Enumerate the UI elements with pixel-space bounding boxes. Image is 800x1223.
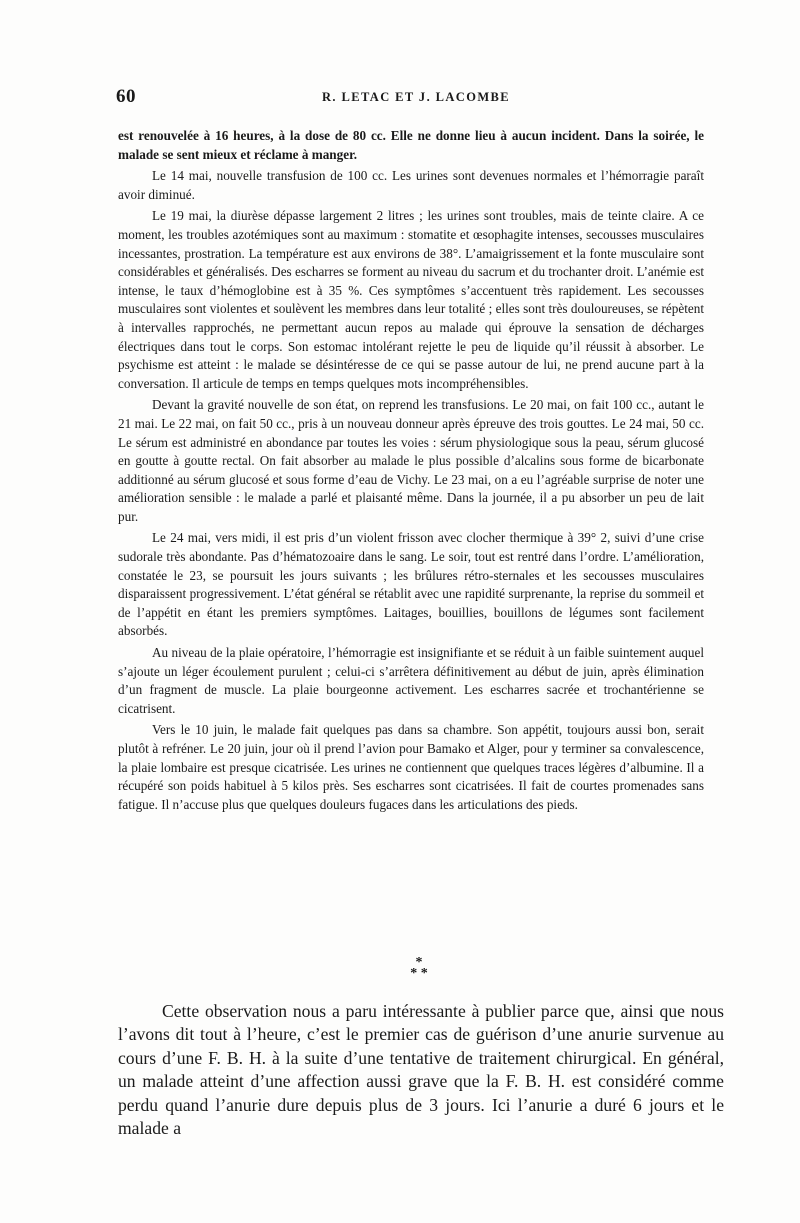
section-separator-asterism (404, 957, 434, 979)
running-head: R. LETAC ET J. LACOMBE (322, 90, 511, 104)
conclusion-section (118, 1000, 724, 1140)
page-header (116, 86, 716, 108)
body-text (118, 127, 704, 817)
paragraph: Au niveau de la plaie opératoire, l’hémorragie est insignifiante et se réduit à un faible suintement auquel s’ajoute un léger écoulement purulent ; celui-ci s’arrêtera définitivement au début de juin, après élimination d’un fragment de muscle. La plaie bourgeonne activement. Les escharres sacrée et trochantérienne se cicatrisent. (118, 645, 704, 716)
paragraph: Devant la gravité nouvelle de son état, on reprend les transfusions. Le 20 mai, on fait 100 cc., autant le 21 mai. Le 22 mai, on fait 50 cc., pris à un nouveau donneur après épreuve des trois gouttes. Le 24 mai, 50 cc. Le sérum est administré en abondance par toutes les voies : sérum physiologique sous la peau, sérum glucosé en goutte à goutte rectal. On fait absorber au malade le plus possible d’alcalins sous forme de bicarbonate additionné au sérum glucosé et sous forme d’eau de Vichy. Le 23 mai, on a eu l’agréable surprise de noter une amélioration sensible : le malade a parlé et plaisanté même. Dans la journée, il a pu absorber un peu de lait pur. (118, 397, 704, 524)
asterism-bottom: * * (410, 966, 428, 981)
paragraph-continuation: est renouvelée à 16 heures, à la dose de 80 cc. Elle ne donne lieu à aucun incident. Dans la soirée, le malade se sent mieux et réclame à manger. (118, 128, 704, 162)
asterism-top: * (415, 955, 423, 970)
paragraph: Vers le 10 juin, le malade fait quelques pas dans sa chambre. Son appétit, toujours aussi bon, serait plutôt à refréner. Le 20 juin, jour où il prend l’avion pour Bamako et Alger, pour y terminer sa convalescence, la plaie lombaire est presque cicatrisée. Les urines ne contiennent que quelques traces légères d’albumine. Il a récupéré son poids habituel à 5 kilos près. Ses escharres sont cicatrisées. Il fait de courtes promenades sans fatigue. Il n’accuse plus que quelques douleurs fugaces dans les articulations des pieds. (118, 722, 704, 812)
paragraph: Le 14 mai, nouvelle transfusion de 100 cc. Les urines sont devenues normales et l’hémorragie paraît avoir diminué. (118, 168, 704, 202)
conclusion-paragraph: Cette observation nous a paru intéressante à publier parce que, ainsi que nous l’avons dit tout à l’heure, c’est le premier cas de guérison d’une anurie survenue au cours d’une F. B. H. à la suite d’une tentative de traitement chirurgical. En général, un malade atteint d’une affection aussi grave que la F. B. H. est considéré comme perdu quand l’anurie dure depuis plus de 3 jours. Ici l’anurie a duré 6 jours et le malade a (118, 1001, 724, 1139)
paragraph: Le 24 mai, vers midi, il est pris d’un violent frisson avec clocher thermique à 39° 2, suivi d’une crise sudorale très abondante. Pas d’hématozoaire dans le sang. Le soir, tout est rentré dans l’ordre. L’amélioration, constatée le 23, se poursuit les jours suivants ; les brûlures rétro-sternales et les secousses musculaires disparaissent progressivement. L’état général se rétablit avec une rapidité surprenante, la reprise du sommeil et de l’appétit en étant les premiers symptômes. Laitages, bouillies, bouillons de légumes sont facilement absorbés. (118, 530, 704, 639)
page-number: 60 (116, 86, 136, 107)
paragraph: Le 19 mai, la diurèse dépasse largement 2 litres ; les urines sont troubles, mais de teinte claire. A ce moment, les troubles azotémiques sont au maximum : stomatite et œsophagite intenses, secousses musculaires incessantes, prostration. La température est aux environs de 38°. L’amaigrissement et la fonte musculaire sont considérables et généralisés. Des escharres se forment au niveau du sacrum et du trochanter droit. L’anémie est intense, le taux d’hémoglobine est à 35 %. Ces symptômes s’accentuent très rapidement. Les secousses musculaires sont violentes et soulèvent les membres dans leur totalité ; elles sont très douloureuses, se répètent à intervalles rapprochés, ne permettant aucun repos au malade qui éprouve la sensation de décharges électriques dans tout le corps. Son estomac intolérant rejette le peu de liquide qu’il réussit à absorber. Le psychisme est atteint : le malade se désintéresse de ce qui se passe autour de lui, ne prend aucune part à la conversation. Il articule de temps en temps quelques mots incompréhensibles. (118, 208, 704, 391)
